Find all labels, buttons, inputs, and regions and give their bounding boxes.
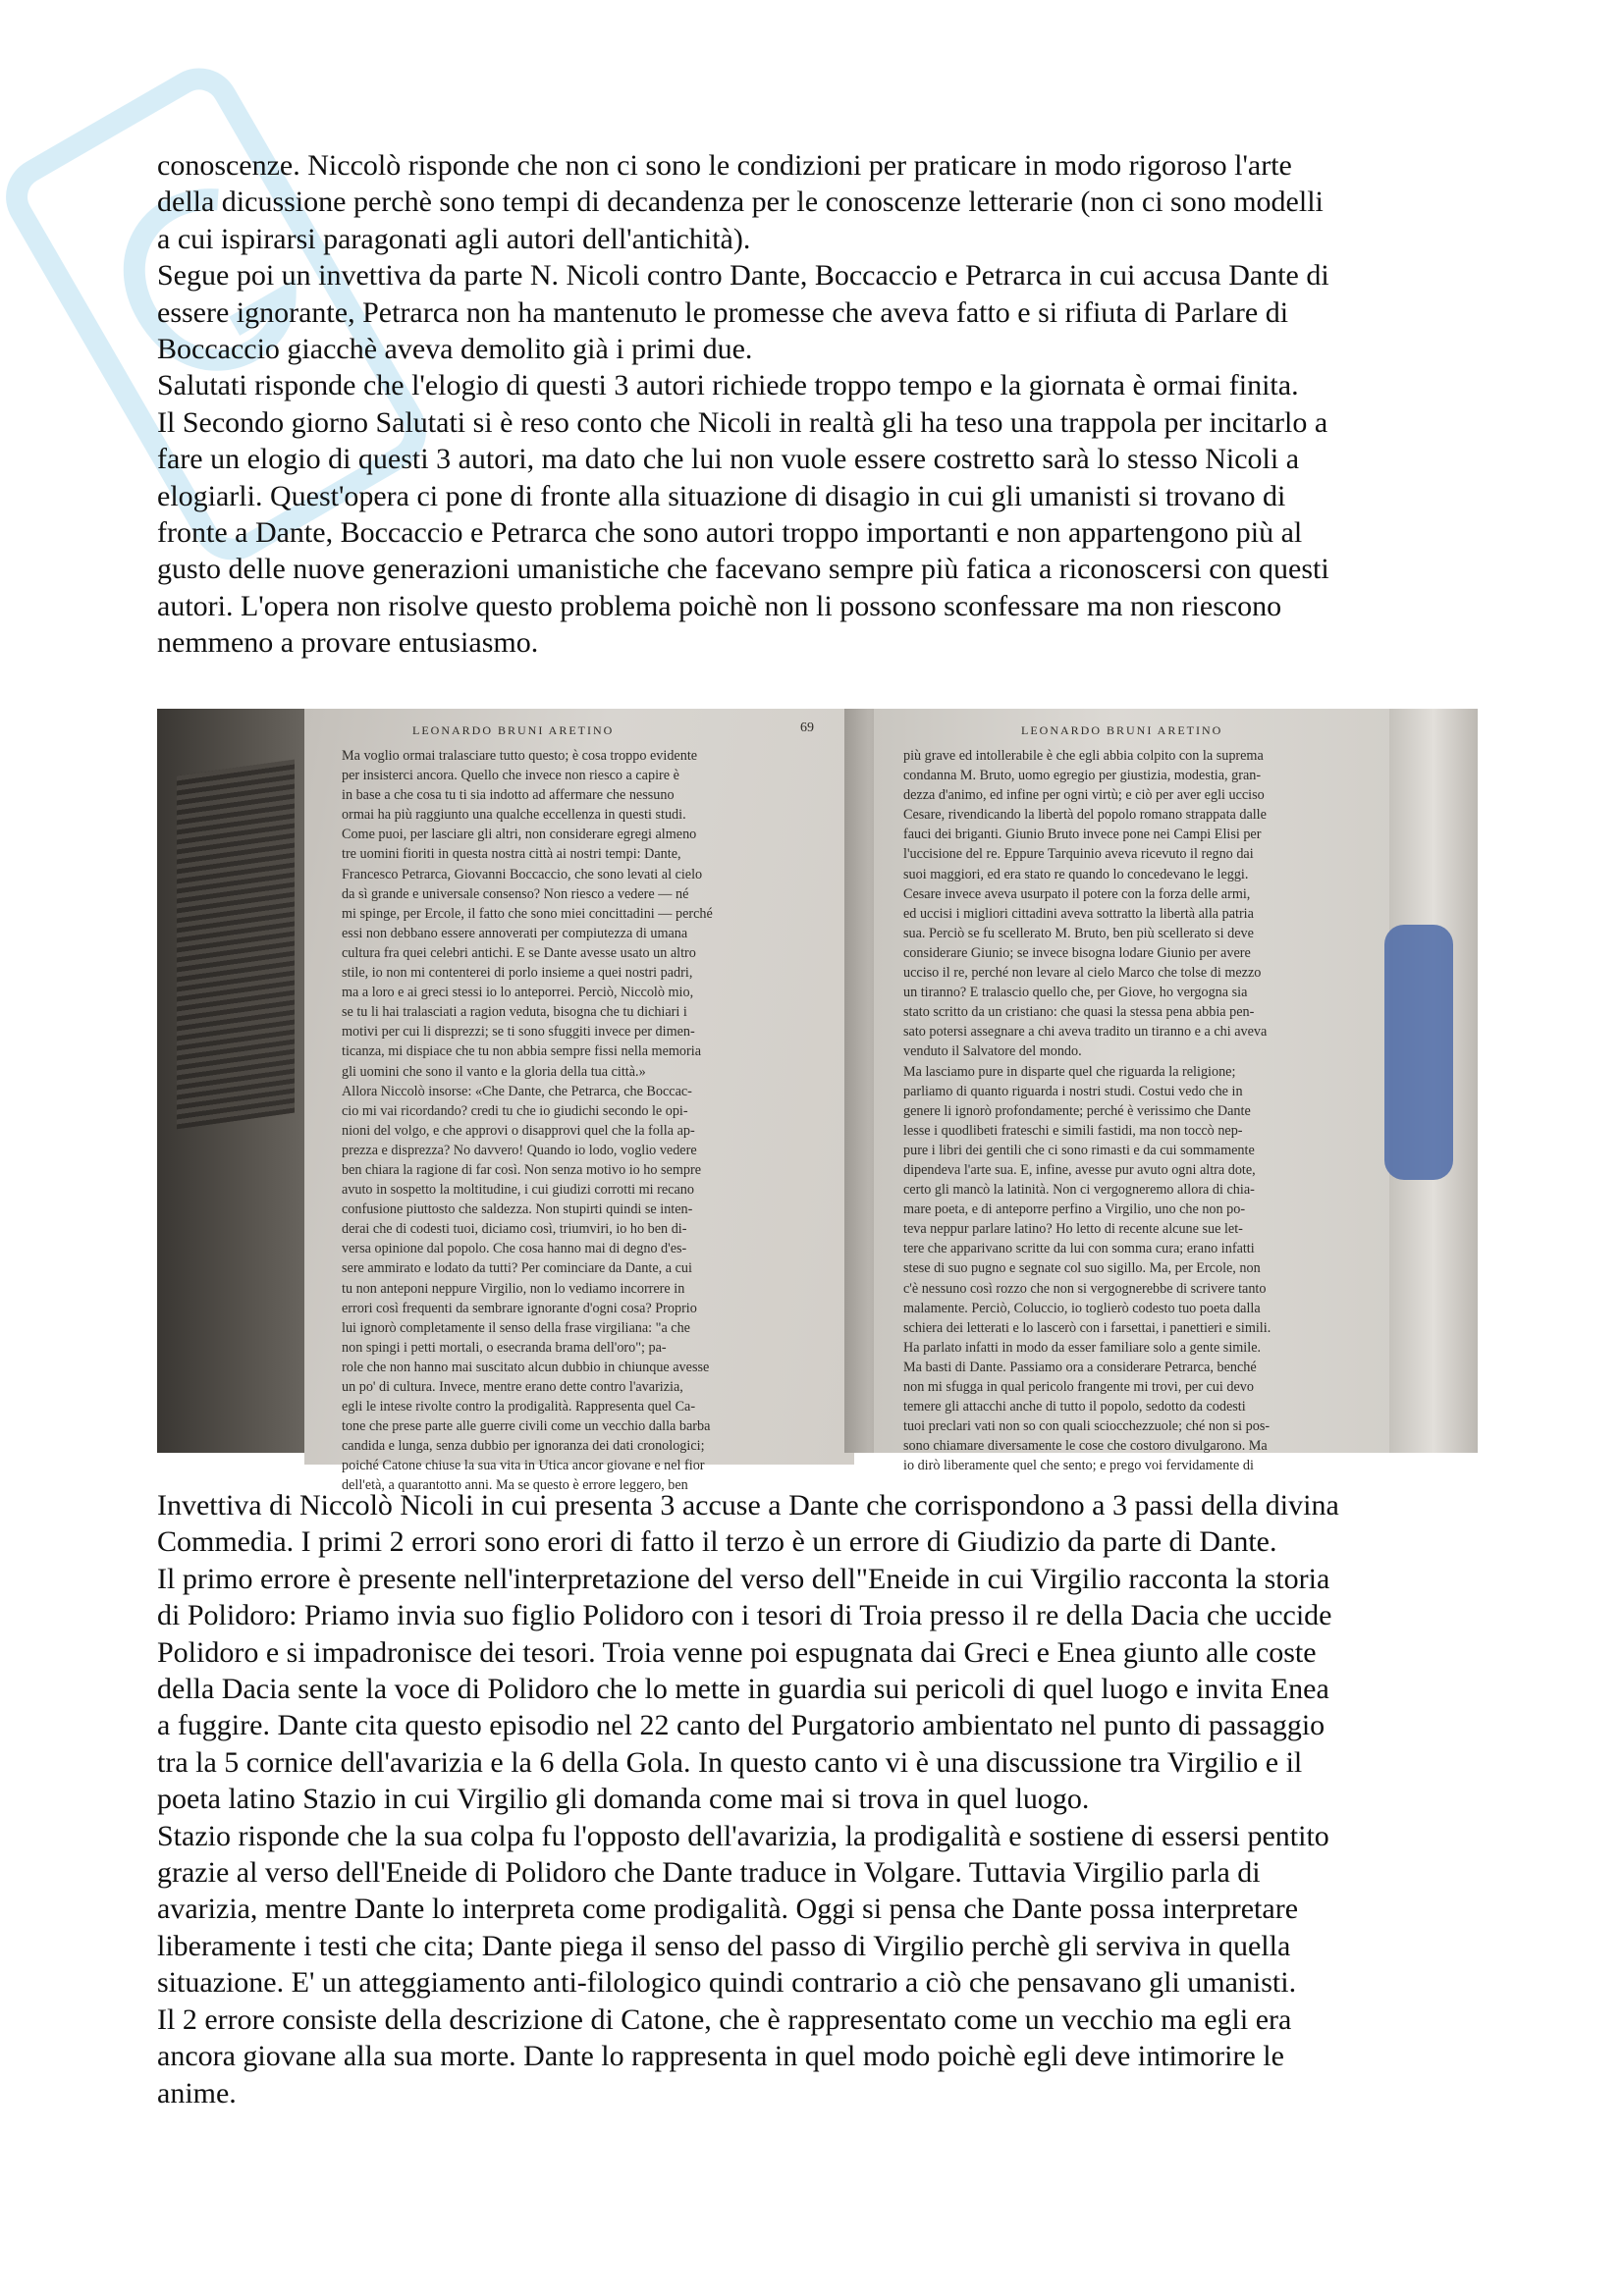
book-text-line: se tu li hai tralasciati a ragion veduta, bisogna che tu dichiari i — [342, 1004, 687, 1021]
text-line: Boccaccio giacchè aveva demolito già i primi due. — [157, 333, 753, 366]
book-text-line: l'uccisione del re. Eppure Tarquinio aveva ricevuto il regno dai — [903, 846, 1254, 863]
book-text-line: ben chiara la ragione di far così. Non senza motivo io ho sempre — [342, 1161, 701, 1178]
book-text-line: cultura fra quei celebri antichi. E se Dante avesse usato un altro — [342, 944, 696, 961]
book-text-line: considerare Giunio; se invece bisogna lodare Giunio per avere — [903, 944, 1251, 961]
text-line: conoscenze. Niccolò risponde che non ci sono le condizioni per praticare in modo rigoroso l'arte — [157, 149, 1292, 182]
book-text-line: ucciso il re, perché non levare al cielo Marco che tolse di mezzo — [903, 965, 1262, 982]
text-line: Il 2 errore consiste della descrizione di Catone, che è rappresentato come un vecchio ma egli era — [157, 2002, 1292, 2036]
book-text-line: da sì grande e universale consenso? Non riesco a vedere — né — [342, 885, 689, 902]
book-text-line: non mi sfugga in qual pericolo frangente mi trovi, per cui devo — [903, 1379, 1254, 1395]
book-text-line: tere che apparivano scritte da lui con somma cura; erano infatti — [903, 1241, 1255, 1257]
book-photo — [157, 709, 1478, 1494]
book-text-line: Cesare, rivendicando la libertà del popolo romano strappata dalle — [903, 807, 1267, 824]
book-text-line: stese di suo pugno e segnate col suo sigillo. Ma, per Ercole, non — [903, 1260, 1261, 1277]
pen-object — [1384, 925, 1453, 1180]
book-text-line: motivi per cui li disprezzi; se ti sono sfuggiti invece per dimen- — [342, 1024, 695, 1041]
book-text-line: un po' di cultura. Invece, mentre erano dette contro l'avarizia, — [342, 1379, 683, 1395]
book-text-line: temere gli attacchi anche di tutto il popolo, sedotto da codesti — [903, 1399, 1246, 1415]
text-line: a fuggire. Dante cita questo episodio nel 22 canto del Purgatorio ambientato nel punto di passaggio — [157, 1709, 1325, 1742]
text-line: tra la 5 cornice dell'avarizia e la 6 della Gola. In questo canto vi è una discussione tra Virgilio e il — [157, 1745, 1303, 1779]
text-line: Commedia. I primi 2 errori sono erori di fatto il terzo è un errore di Giudizio da parte di Dante. — [157, 1525, 1277, 1559]
text-line: ancora giovane alla sua morte. Dante lo rappresenta in quel modo poichè egli deve intimorire le — [157, 2040, 1284, 2073]
text-line: liberamente i testi che cita; Dante piega il senso del passo di Virgilio perchè gli serviva in quella — [157, 1929, 1291, 1962]
book-text-line: ticanza, mi dispiace che tu non abbia sempre fissi nella memoria — [342, 1043, 701, 1060]
book-text-line: ed uccisi i migliori cittadini aveva sottratto la libertà alla patria — [903, 905, 1254, 922]
book-text-line: per insisterci ancora. Quello che invece non riesco a capire è — [342, 768, 679, 784]
page-left-number: 69 — [800, 721, 814, 735]
text-line: essere ignorante, Petrarca non ha mantenuto le promesse che aveva fatto e si rifiuta di Parlare di — [157, 295, 1289, 329]
book-text-line: stile, io non mi contenterei di porlo insieme a quei nostri padri, — [342, 965, 693, 982]
book-text-line: sono chiamare diversamente le cose che costoro divulgarono. Ma — [903, 1438, 1268, 1455]
book-text-line: lesse i quodlibeti frateschi e simili fastidi, ma non toccò nep- — [903, 1122, 1243, 1139]
text-line: gusto delle nuove generazioni umanistiche che facevano sempre più fatica a riconoscersi con questi — [157, 553, 1329, 586]
book-text-line: sua. Perciò se fu scellerato M. Bruto, ben più scellerato si deve — [903, 925, 1254, 941]
book-text-line: derai che di codesti tuoi, diciamo così, triumviri, io ho ben di- — [342, 1221, 687, 1238]
text-line: Invettiva di Niccolò Nicoli in cui presenta 3 accuse a Dante che corrispondono a 3 passi della divina — [157, 1489, 1339, 1522]
book-text-line: cio mi vai ricordando? credi tu che io giudichi secondo le opi- — [342, 1102, 688, 1119]
book-text-line: sato potersi assegnare a chi aveva tradito un tiranno e a chi aveva — [903, 1024, 1268, 1041]
book-text-line: tu non anteponi neppure Virgilio, non lo vediamo incorrere in — [342, 1280, 685, 1297]
book-text-line: egli le intese rivolte contro la prodigalità. Rappresenta quel Ca- — [342, 1399, 696, 1415]
book-text-line: candida e lunga, senza dubbio per ignoranza dei dati cronologici; — [342, 1438, 705, 1455]
book-text-line: teva neppur parlare latino? Ho letto di recente alcune sue let- — [903, 1221, 1243, 1238]
book-text-line: confusione piuttosto che saldezza. Non stupirti quindi se inten- — [342, 1201, 693, 1218]
text-line: grazie al verso dell'Eneide di Polidoro che Dante traduce in Volgare. Tuttavia Virgilio parla di — [157, 1856, 1261, 1890]
text-line: fare un elogio di questi 3 autori, ma dato che lui non vuole essere costretto sarà lo stesso Nicoli a — [157, 443, 1300, 476]
book-text-line: genere li ignorò profondamente; perché è verissimo che Dante — [903, 1102, 1251, 1119]
book-text-line: versa opinione dal popolo. Che cosa hanno mai di degno d'es- — [342, 1241, 687, 1257]
book-text-line: più grave ed intollerabile è che egli abbia colpito con la suprema — [903, 748, 1264, 764]
book-text-line: ma a loro e ai greci stessi io lo anteporrei. Perciò, Niccolò mio, — [342, 985, 694, 1001]
book-text-line: ormai ha più raggiunto una qualche eccellenza in questi studi. — [342, 807, 686, 824]
book-text-line: Ma basti di Dante. Passiamo ora a considerare Petrarca, benché — [903, 1359, 1257, 1375]
book-text-line: venduto il Salvatore del mondo. — [903, 1043, 1082, 1060]
book-text-line: nioni del volgo, e che approvi o disapprovi quel che la folla ap- — [342, 1122, 695, 1139]
book-text-line: prezza e disprezza? No davvero! Quando io lodo, voglio vedere — [342, 1142, 697, 1158]
text-line: elogiarli. Quest'opera ci pone di fronte alla situazione di disagio in cui gli umanisti si trovano di — [157, 479, 1286, 512]
book-text-line: pure i libri dei gentili che ci sono rimasti e da cui sommamente — [903, 1142, 1255, 1158]
book-text-line: c'è nessuno così rozzo che non si vergognerebbe di scrivere tanto — [903, 1280, 1267, 1297]
book-text-line: tre uomini fioriti in questa nostra città ai nostri tempi: Dante, — [342, 846, 681, 863]
book-text-line: Ma lasciamo pure in disparte quel che riguarda la religione; — [903, 1063, 1236, 1080]
book-text-line: lui ignorò completamente il senso della frase virgiliana: "a che — [342, 1319, 690, 1336]
text-line: della dicussione perchè sono tempi di decandenza per le conoscenze letterarie (non ci sono modelli — [157, 186, 1324, 219]
book-text-line: schiera dei letterati e lo lascerò con i farsettai, i panettieri e simili. — [903, 1319, 1271, 1336]
book-text-line: dell'età, a quarantotto anni. Ma se questo è errore leggero, ben — [342, 1477, 688, 1494]
book-text-line: Cesare invece aveva usurpato il potere con la forza delle armi, — [903, 885, 1251, 902]
book-text-line: mi spinge, per Ercole, il fatto che sono miei concittadini — perché — [342, 905, 713, 922]
book-text-line: gli uomini che sono il vanto e la gloria della tua città.» — [342, 1063, 646, 1080]
book-text-line: condanna M. Bruto, uomo egregio per giustizia, modestia, gran- — [903, 768, 1262, 784]
book-text-line: role che non hanno mai suscitato alcun dubbio in chiunque avesse — [342, 1359, 710, 1375]
page-left-text — [342, 746, 842, 1496]
book-text-line: stato scritto da un cristiano: che quasi la stessa pena abbia pen- — [903, 1004, 1255, 1021]
book-text-line: Francesco Petrarca, Giovanni Boccaccio, che sono levati al cielo — [342, 866, 703, 882]
book-text-line: malamente. Perciò, Coluccio, io toglierò codesto tuo poeta dalla — [903, 1300, 1261, 1316]
text-line: poeta latino Stazio in cui Virgilio gli domanda come mai si trova in quel luogo. — [157, 1783, 1090, 1816]
book-text-line: Allora Niccolò insorse: «Che Dante, che Petrarca, che Boccac- — [342, 1083, 692, 1099]
text-line: nemmeno a provare entusiasmo. — [157, 626, 539, 660]
book-text-line: dipendeva l'arte sua. E, infine, avesse pur avuto ogni altra dote, — [903, 1161, 1256, 1178]
page-right-text — [903, 746, 1409, 1475]
photo-dark-edge — [157, 709, 324, 1453]
text-line: Polidoro e si impadronisce dei tesori. Troia venne poi espugnata dai Greci e Enea giunto alle coste — [157, 1635, 1317, 1669]
book-text-line: suoi maggiori, ed era stato re quando lo concedevano le leggi. — [903, 866, 1249, 882]
book-text-line: Come puoi, per lasciare gli altri, non considerare egregi almeno — [342, 827, 697, 843]
book-text-line: certo gli mancò la latinità. Non ci vergogneremo allora di chia- — [903, 1182, 1255, 1199]
paragraph-top — [157, 147, 1478, 662]
text-line: Segue poi un invettiva da parte N. Nicoli contro Dante, Boccaccio e Petrarca in cui accusa Dante di — [157, 259, 1329, 293]
book-text-line: avuto in sospetto la moltitudine, i cui giudizi corrotti mi recano — [342, 1182, 694, 1199]
book-text-line: fauci dei briganti. Giunio Bruto invece pone nei Campi Elisi per — [903, 827, 1262, 843]
book-text-line: in base a che cosa tu ti sia indotto ad affermare che nessuno — [342, 787, 675, 804]
book-text-line: un tiranno? E tralascio quello che, per Giove, ho vergogna sia — [903, 985, 1248, 1001]
text-line: di Polidoro: Priamo invia suo figlio Polidoro con i tesori di Troia presso il re della Dacia che uccide — [157, 1599, 1332, 1632]
book-text-line: io dirò liberamente quel che sento; e prego voi fervidamente di — [903, 1458, 1254, 1474]
book-text-line: tuoi preclari vati non so con quali sciocchezzuole; ché non si pos- — [903, 1418, 1271, 1435]
text-line: della Dacia sente la voce di Polidoro che lo mette in guardia sui pericoli di quel luogo e invita Enea — [157, 1673, 1329, 1706]
book-text-line: Ma voglio ormai tralasciare tutto questo; è cosa troppo evidente — [342, 748, 698, 764]
book-text-line: poiché Catone chiuse la sua vita in Utica ancor giovane e nel fior — [342, 1458, 705, 1474]
text-line: a cui ispirarsi paragonati agli autori dell'antichità). — [157, 222, 751, 255]
book-text-line: sere ammirato e lodato da tutti? Per cominciare da Dante, a cui — [342, 1260, 692, 1277]
book-text-line: dezza d'animo, ed infine per ogni virtù; e ciò per aver egli ucciso — [903, 787, 1265, 804]
book-text-line: parliamo di quanto riguarda i nostri studi. Costui vedo che in — [903, 1083, 1243, 1099]
text-line: Salutati risponde che l'elogio di questi 3 autori richiede troppo tempo e la giornata è ormai finita. — [157, 369, 1299, 402]
text-line: anime. — [157, 2076, 237, 2109]
page-right-header: LEONARDO BRUNI ARETINO — [1021, 723, 1223, 737]
page-left-header: LEONARDO BRUNI ARETINO — [412, 723, 615, 737]
book-text-line: errori così frequenti da sembrare ignorante d'ogni cosa? Proprio — [342, 1300, 697, 1316]
text-line: autori. L'opera non risolve questo problema poichè non li possono sconfessare ma non riescono — [157, 589, 1282, 622]
book-text-line: mare poeta, e di anteporre perfino a Virgilio, uno che non po- — [903, 1201, 1246, 1218]
text-line: situazione. E' un atteggiamento anti-filologico quindi contrario a ciò che pensavano gli umanisti. — [157, 1966, 1297, 2000]
paragraph-bottom — [157, 1487, 1478, 2111]
text-line: Il primo errore è presente nell'interpretazione del verso dell"Eneide in cui Virgilio racconta la storia — [157, 1562, 1330, 1595]
book-text-line: essi non debbano essere annoverati per compiutezza di umana — [342, 925, 688, 941]
text-line: Il Secondo giorno Salutati si è reso conto che Nicoli in realtà gli ha teso una trappola per incitarlo a — [157, 405, 1328, 439]
book-text-line: tone che prese parte alle guerre civili come un vecchio dalla barba — [342, 1418, 711, 1435]
book-text-line: Ha parlato infatti in modo da esser familiare solo a gente simile. — [903, 1339, 1262, 1356]
text-line: Stazio risponde che la sua colpa fu l'opposto dell'avarizia, la prodigalità e sostiene di essersi pentito — [157, 1819, 1329, 1852]
text-line: avarizia, mentre Dante lo interpreta come prodigalità. Oggi si pensa che Dante possa interpretare — [157, 1893, 1299, 1926]
book-page-left — [304, 709, 854, 1494]
book-text-line: non spingi i petti mortali, o esecranda brama dell'oro"; pa- — [342, 1339, 667, 1356]
text-line: fronte a Dante, Boccaccio e Petrarca che sono autori troppo importanti e non appartengono più al — [157, 516, 1303, 550]
